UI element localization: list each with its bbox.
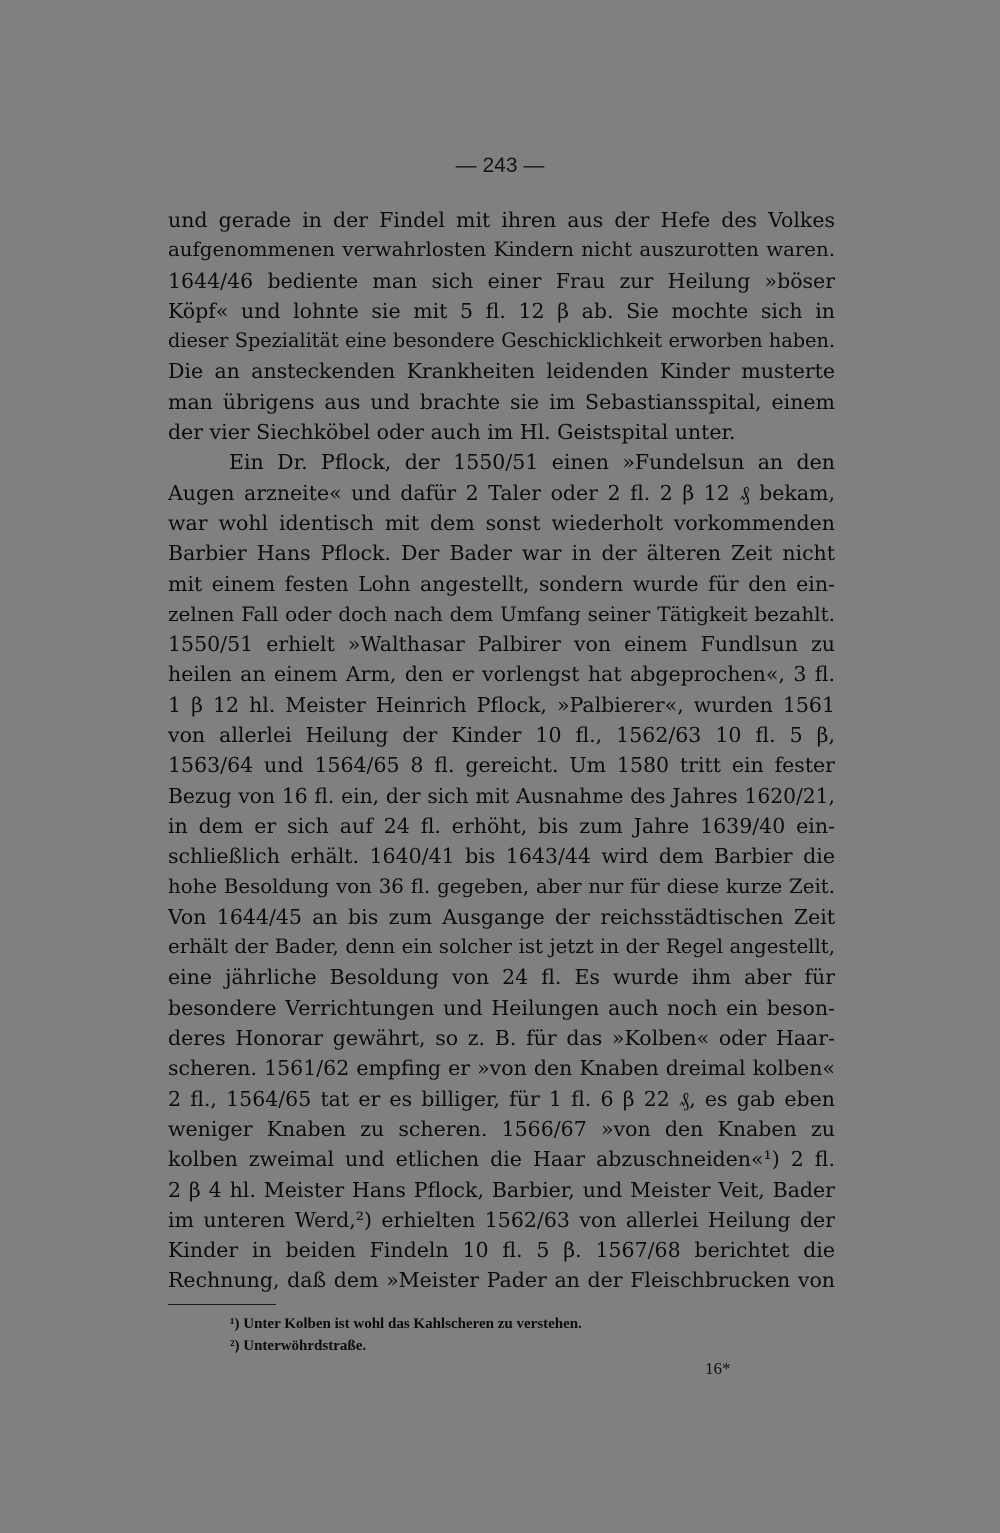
text-line: 1563/64 und 1564/65 8 fl. gereicht. Um 1580 tritt ein fester bbox=[168, 753, 835, 778]
text-line: Köpf« und lohnte sie mit 5 fl. 12 β ab. Sie mochte sich in bbox=[168, 298, 835, 323]
text-line: kolben zweimal und etlichen die Haar abzuschneiden«¹) 2 fl. bbox=[168, 1147, 835, 1172]
text-line: von allerlei Heilung der Kinder 10 fl., 1562/63 10 fl. 5 β, bbox=[168, 723, 835, 748]
text-line: aufgenommenen verwahrlosten Kindern nicht auszurotten waren. bbox=[168, 238, 835, 262]
signature-mark: 16* bbox=[705, 1359, 731, 1378]
text-line: Kinder in beiden Findeln 10 fl. 5 β. 1567/68 berichtet die bbox=[168, 1238, 835, 1263]
text-line: erhält der Bader, denn ein solcher ist jetzt in der Regel angestellt, bbox=[168, 935, 835, 959]
text-line: weniger Knaben zu scheren. 1566/67 »von den Knaben zu bbox=[168, 1116, 835, 1141]
footnote-1: ¹) Unter Kolben ist wohl das Kahlscheren zu verstehen. bbox=[230, 1316, 582, 1332]
text-line: mit einem festen Lohn angestellt, sondern wurde für den ein- bbox=[168, 571, 835, 596]
text-line: scheren. 1561/62 empfing er »von den Knaben dreimal kolben« bbox=[168, 1056, 835, 1081]
text-line: deres Honorar gewährt, so z. B. für das »Kolben« oder Haar- bbox=[168, 1026, 835, 1051]
text-line: 1 β 12 hl. Meister Heinrich Pflock, »Palbierer«, wurden 1561 bbox=[168, 692, 835, 717]
text-line: hohe Besoldung von 36 fl. gegeben, aber nur für diese kurze Zeit. bbox=[168, 874, 835, 898]
footnote-2: ²) Unterwöhrdstraße. bbox=[230, 1338, 367, 1354]
text-line: schließlich erhält. 1640/41 bis 1643/44 wird dem Barbier die bbox=[168, 844, 835, 869]
text-line: 2 β 4 hl. Meister Hans Pflock, Barbier, und Meister Veit, Bader bbox=[168, 1177, 835, 1202]
text-line: in dem er sich auf 24 fl. erhöht, bis zum Jahre 1639/40 ein- bbox=[168, 813, 835, 838]
text-line: Die an ansteckenden Krankheiten leidenden Kinder musterte bbox=[168, 359, 835, 384]
text-line: im unteren Werd,²) erhielten 1562/63 von allerlei Heilung der bbox=[168, 1207, 835, 1232]
text-line: eine jährliche Besoldung von 24 fl. Es wurde ihm aber für bbox=[168, 965, 835, 990]
text-line: und gerade in der Findel mit ihren aus der Hefe des Volkes bbox=[168, 208, 835, 232]
text-line: Bezug von 16 fl. ein, der sich mit Ausnahme des Jahres 1620/21, bbox=[168, 783, 835, 808]
footnote-divider bbox=[168, 1304, 276, 1305]
text-line: Barbier Hans Pflock. Der Bader war in der älteren Zeit nicht bbox=[168, 541, 835, 566]
text-line: besondere Verrichtungen und Heilungen auch noch ein beson- bbox=[168, 995, 835, 1020]
paragraph-start-line: Ein Dr. Pflock, der 1550/51 einen »Fundelsun an den bbox=[229, 450, 835, 475]
text-line: 2 fl., 1564/65 tat er es billiger, für 1 fl. 6 β 22 ₰, es gab eben bbox=[168, 1086, 835, 1111]
body-text bbox=[168, 205, 835, 1296]
text-line: der vier Siechköbel oder auch im Hl. Geistspital unter. bbox=[168, 420, 736, 445]
text-line: Von 1644/45 an bis zum Ausgange der reichsstädtischen Zeit bbox=[168, 904, 835, 929]
footnotes bbox=[230, 1313, 850, 1357]
text-line: dieser Spezialität eine besondere Geschicklichkeit erworben haben. bbox=[168, 329, 835, 353]
page-number: — 243 — bbox=[455, 154, 545, 177]
text-line: zelnen Fall oder doch nach dem Umfang seiner Tätigkeit bezahlt. bbox=[168, 601, 835, 626]
text-line: Augen arzneite« und dafür 2 Taler oder 2 fl. 2 β 12 ₰ bekam, bbox=[168, 480, 835, 505]
text-line: 1550/51 erhielt »Walthasar Palbirer von einem Fundlsun zu bbox=[168, 632, 835, 657]
text-line: 1644/46 bediente man sich einer Frau zur Heilung »böser bbox=[168, 268, 835, 293]
text-line: heilen an einem Arm, den er vorlengst hat abgeprochen«, 3 fl. bbox=[168, 662, 835, 687]
text-line: man übrigens aus und brachte sie im Sebastiansspital, einem bbox=[168, 389, 835, 414]
text-line: war wohl identisch mit dem sonst wiederholt vorkommenden bbox=[168, 510, 835, 535]
text-line: Rechnung, daß dem »Meister Pader an der Fleischbrucken von bbox=[168, 1268, 835, 1293]
